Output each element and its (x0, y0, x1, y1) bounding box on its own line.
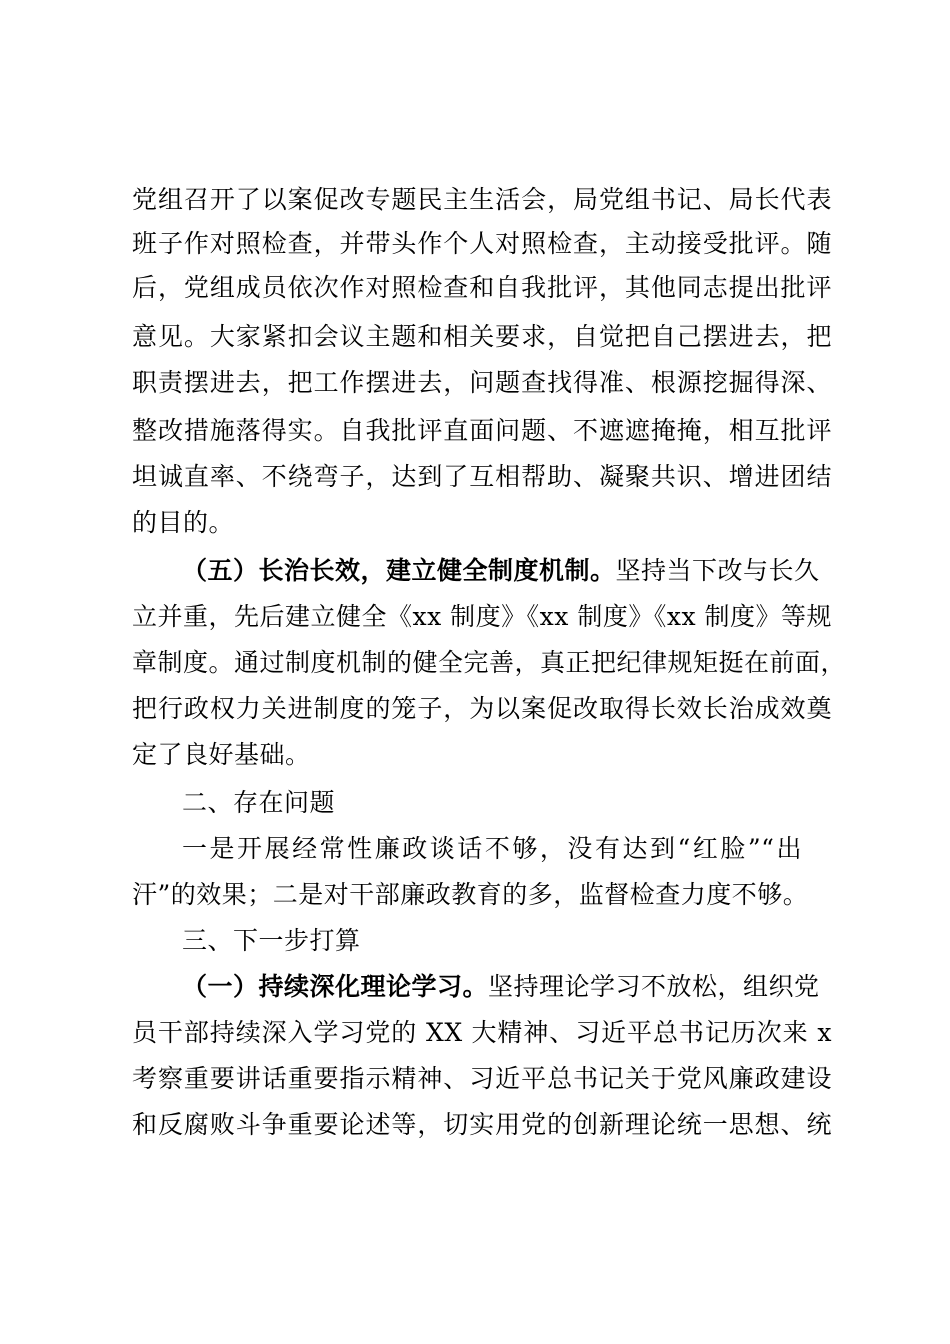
paragraph-3-line-1: 一是开展经常性廉政谈话不够，没有达到“红脸”“出 (182, 834, 802, 863)
paragraph-2-lead: （五）长治长效，建立健全制度机制。 (182, 556, 616, 585)
paragraph-4-line-2: 员干部持续深入学习党的 XX 大精神、习近平总书记历次来 x (132, 1018, 832, 1047)
paragraph-1-line-5: 职责摆进去，把工作摆进去，问题查找得准、根源挖掘得深、 (132, 368, 832, 397)
paragraph-1-line-6: 整改措施落得实。自我批评直面问题、不遮遮掩掩，相互批评 (132, 416, 832, 445)
section-heading-next-steps: 三、下一步打算 (182, 926, 361, 955)
paragraph-2-line-2: 立并重，先后建立健全《xx 制度》《xx 制度》《xx 制度》等规 (132, 602, 832, 631)
paragraph-1-line-3: 后，党组成员依次作对照检查和自我批评，其他同志提出批评 (132, 273, 832, 302)
paragraph-2-line-1 (182, 551, 832, 591)
paragraph-4-line-3: 考察重要讲话重要指示精神、习近平总书记关于党风廉政建设 (132, 1064, 832, 1093)
paragraph-4-line-4: 和反腐败斗争重要论述等，切实用党的创新理论统一思想、统 (132, 1110, 832, 1139)
paragraph-2-line-4: 把行政权力关进制度的笼子，为以案促改取得长效长治成效奠 (132, 694, 832, 723)
paragraph-1-line-8: 的目的。 (132, 508, 235, 537)
section-heading-problems: 二、存在问题 (182, 788, 336, 817)
paragraph-2-line-3: 章制度。通过制度机制的健全完善，真正把纪律规矩挺在前面， (132, 648, 847, 677)
paragraph-1-line-2: 班子作对照检查，并带头作个人对照检查，主动接受批评。随 (132, 229, 832, 258)
paragraph-2-line-5: 定了良好基础。 (132, 740, 311, 769)
paragraph-1-line-1: 党组召开了以案促改专题民主生活会，局党组书记、局长代表 (132, 185, 832, 214)
paragraph-1-line-7: 坦诚直率、不绕弯子，达到了互相帮助、凝聚共识、增进团结 (132, 462, 832, 491)
paragraph-3-line-2: 汗”的效果；二是对干部廉政教育的多，监督检查力度不够。 (132, 880, 809, 909)
paragraph-1-line-4: 意见。大家紧扣会议主题和相关要求，自觉把自己摆进去，把 (132, 322, 832, 351)
paragraph-4-first-rest: 坚持理论学习不放松，组织党 (488, 972, 820, 1001)
paragraph-4-line-1 (182, 967, 832, 1007)
paragraph-4-lead: （一）持续深化理论学习。 (182, 972, 489, 1001)
paragraph-2-first-rest: 坚持当下改与长久 (615, 556, 820, 585)
